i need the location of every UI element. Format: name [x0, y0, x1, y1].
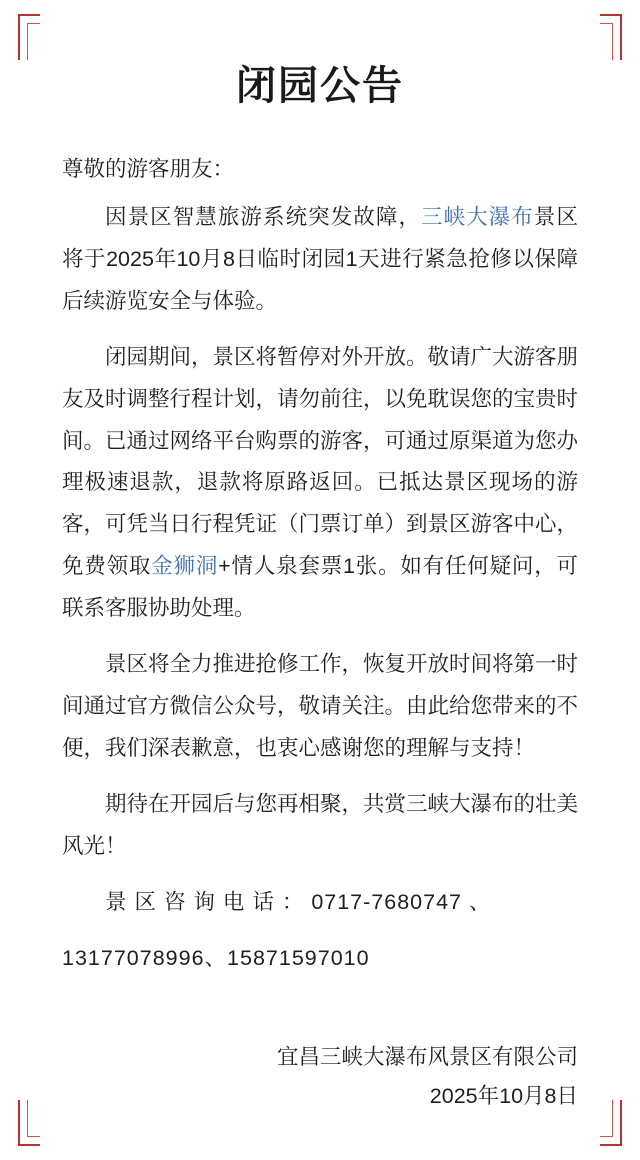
paragraph-3 — [62, 644, 578, 770]
paragraph-1-highlight-scenic-area: 三峡大瀑布 — [421, 204, 534, 229]
page-title: 闭园公告 — [236, 64, 404, 108]
paragraph-1 — [62, 197, 578, 323]
paragraph-2-segment-3: +情人泉套票1张。如有任何疑问，可联系客服协助处理。 — [62, 554, 578, 621]
salutation: 尊敬的游客朋友： — [62, 157, 235, 181]
paragraph-2 — [62, 337, 578, 630]
signature-company: 宜昌三峡大瀑布风景区有限公司 — [276, 1044, 578, 1069]
paragraph-2-highlight-cave: 金狮洞 — [151, 554, 219, 579]
paragraph-2-segment-1: 闭园期间，景区将暂停对外开放。敬请广大游客朋友及时调整行程计划，请勿前往，以免耽误您的宝贵时间。已通过网络平台购票的游客，可通过原渠道为您办理极速退款，退款将原路返回。已抵达景区现场的游客，可凭当日行程凭证（门票订单）到景区游客中心，免费领取 — [62, 344, 579, 579]
paragraph-3-segment-1: 景区将全力推进抢修工作，恢复开放时间将第一时间通过官方微信公众号，敬请关注。由此给您带来的不便，我们深表歉意，也衷心感谢您的理解与支持！ — [62, 652, 579, 760]
paragraph-4 — [62, 784, 578, 868]
paragraph-4-segment-1: 期待在开园后与您再相聚，共赏三峡大瀑布的壮美风光！ — [62, 791, 579, 858]
paragraph-1-segment-3: 景区将于2025年10月8日临时闭园1天进行紧急抢修以保障后续游览安全与体验。 — [62, 204, 578, 313]
signature-date: 2025年10月8日 — [429, 1084, 578, 1109]
paragraph-1-segment-1: 因景区智慧旅游系统突发故障， — [105, 204, 422, 229]
contact-phone-line-2: 13177078996、15871597010 — [62, 945, 370, 970]
contact-phone-line-1: 景 区 咨 询 电 话 ： 0717-7680747 、 — [105, 889, 492, 914]
